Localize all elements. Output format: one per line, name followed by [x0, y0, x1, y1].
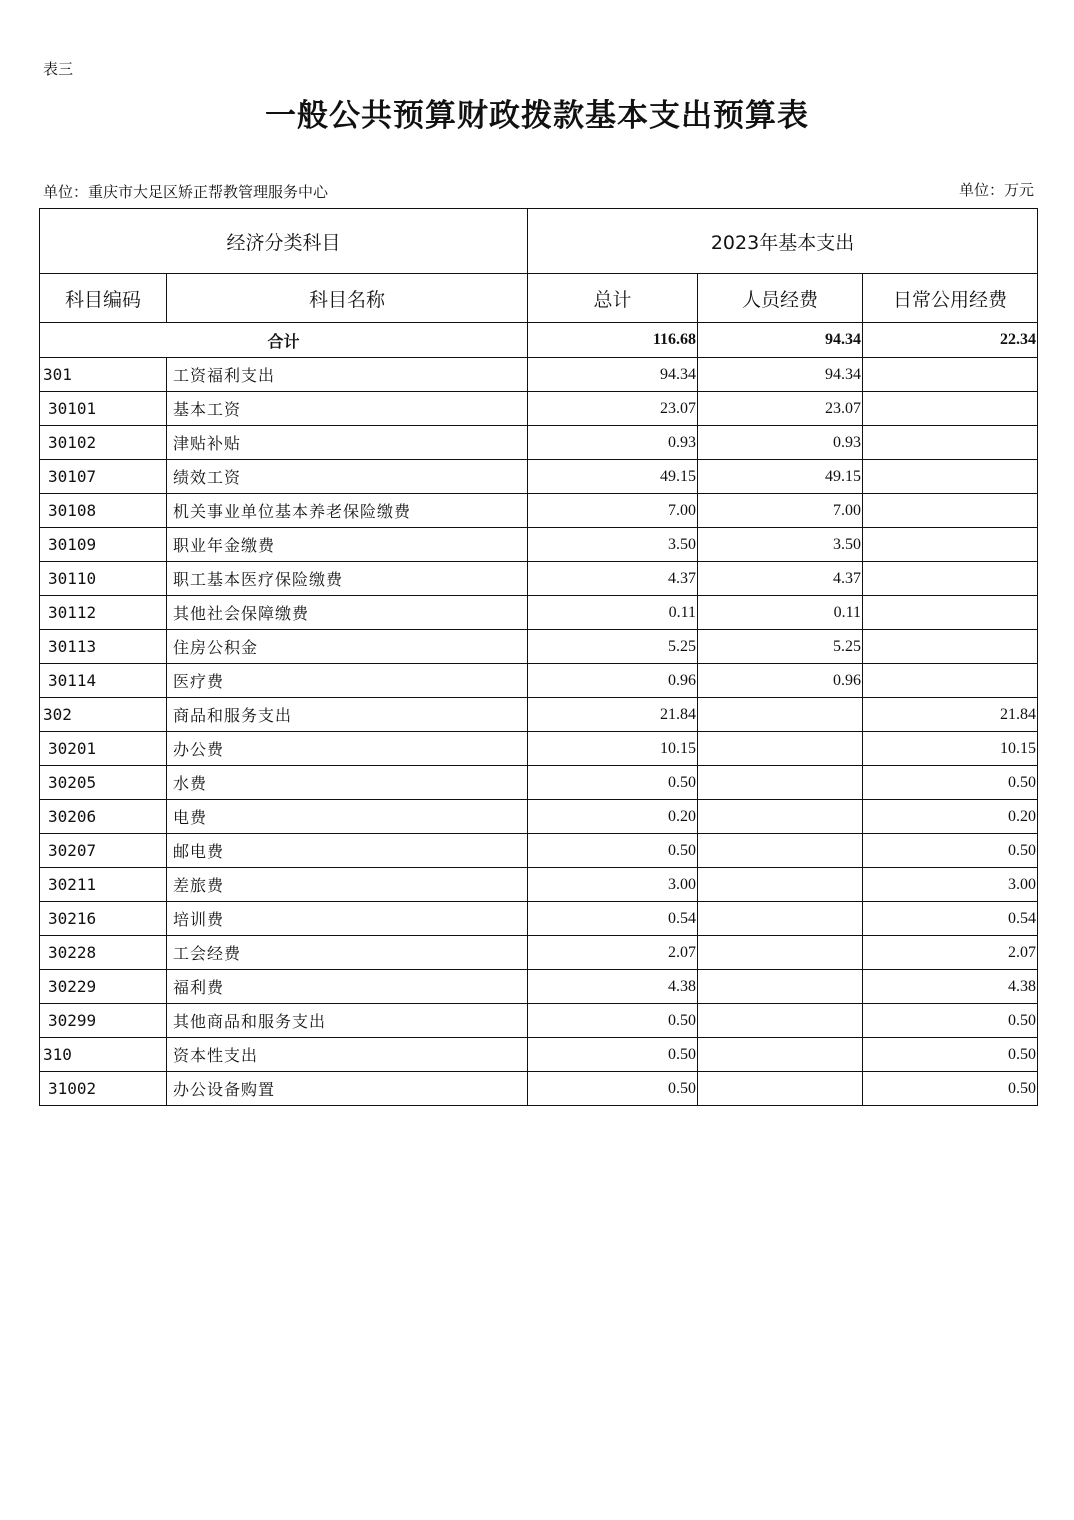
row-name: 其他社会保障缴费	[167, 596, 528, 630]
row-code: 30102	[40, 426, 167, 460]
table-row	[40, 766, 1038, 800]
row-public	[863, 528, 1038, 562]
org-unit-label: 单位：重庆市大足区矫正帮教管理服务中心	[43, 183, 329, 201]
table-row	[40, 834, 1038, 868]
row-total: 4.38	[528, 970, 698, 1004]
total-sum: 116.68	[528, 323, 698, 358]
table-label: 表三	[43, 60, 74, 78]
page-title: 一般公共预算财政拨款基本支出预算表	[265, 98, 809, 134]
row-personnel	[698, 1038, 863, 1072]
row-public: 0.20	[863, 800, 1038, 834]
year-expenditure-header: 2023年基本支出	[528, 209, 1038, 274]
total-header: 总计	[528, 274, 698, 323]
row-personnel	[698, 936, 863, 970]
table-row	[40, 1072, 1038, 1106]
row-personnel	[698, 732, 863, 766]
row-code: 30299	[40, 1004, 167, 1038]
econ-category-header: 经济分类科目	[40, 209, 528, 274]
row-total: 3.00	[528, 868, 698, 902]
row-personnel: 94.34	[698, 358, 863, 392]
name-header: 科目名称	[167, 274, 528, 323]
row-total: 0.11	[528, 596, 698, 630]
row-public	[863, 358, 1038, 392]
row-code: 30228	[40, 936, 167, 970]
row-total: 23.07	[528, 392, 698, 426]
table-row	[40, 528, 1038, 562]
row-total: 4.37	[528, 562, 698, 596]
row-code: 30110	[40, 562, 167, 596]
row-name: 工会经费	[167, 936, 528, 970]
row-public	[863, 562, 1038, 596]
row-total: 10.15	[528, 732, 698, 766]
row-public: 4.38	[863, 970, 1038, 1004]
row-name: 资本性支出	[167, 1038, 528, 1072]
row-code: 30207	[40, 834, 167, 868]
row-personnel: 0.93	[698, 426, 863, 460]
row-personnel	[698, 868, 863, 902]
table-row	[40, 494, 1038, 528]
row-public: 3.00	[863, 868, 1038, 902]
row-code: 30201	[40, 732, 167, 766]
code-header: 科目编码	[40, 274, 167, 323]
row-public: 0.50	[863, 1038, 1038, 1072]
table-row	[40, 630, 1038, 664]
row-code: 30113	[40, 630, 167, 664]
table-row	[40, 596, 1038, 630]
row-name: 基本工资	[167, 392, 528, 426]
row-code: 301	[40, 358, 167, 392]
personnel-header: 人员经费	[698, 274, 863, 323]
row-code: 30206	[40, 800, 167, 834]
row-total: 49.15	[528, 460, 698, 494]
row-code: 30101	[40, 392, 167, 426]
row-code: 302	[40, 698, 167, 732]
row-public	[863, 392, 1038, 426]
row-total: 2.07	[528, 936, 698, 970]
row-total: 0.50	[528, 1072, 698, 1106]
budget-table	[39, 208, 1038, 1106]
row-personnel	[698, 1072, 863, 1106]
table-row	[40, 664, 1038, 698]
table-row	[40, 868, 1038, 902]
row-total: 0.20	[528, 800, 698, 834]
row-name: 工资福利支出	[167, 358, 528, 392]
row-total: 0.54	[528, 902, 698, 936]
row-name: 其他商品和服务支出	[167, 1004, 528, 1038]
row-public	[863, 630, 1038, 664]
row-total: 5.25	[528, 630, 698, 664]
row-code: 30107	[40, 460, 167, 494]
row-total: 0.50	[528, 1004, 698, 1038]
row-total: 94.34	[528, 358, 698, 392]
total-label: 合计	[40, 323, 528, 358]
row-public	[863, 426, 1038, 460]
table-row	[40, 1004, 1038, 1038]
row-public	[863, 460, 1038, 494]
row-name: 机关事业单位基本养老保险缴费	[167, 494, 528, 528]
row-personnel: 0.11	[698, 596, 863, 630]
row-public: 21.84	[863, 698, 1038, 732]
row-public	[863, 664, 1038, 698]
row-personnel: 23.07	[698, 392, 863, 426]
row-code: 30114	[40, 664, 167, 698]
table-row	[40, 970, 1038, 1004]
row-total: 7.00	[528, 494, 698, 528]
table-row	[40, 426, 1038, 460]
row-name: 培训费	[167, 902, 528, 936]
table-row	[40, 698, 1038, 732]
row-personnel	[698, 970, 863, 1004]
row-name: 福利费	[167, 970, 528, 1004]
row-total: 3.50	[528, 528, 698, 562]
row-personnel	[698, 834, 863, 868]
row-public: 0.50	[863, 834, 1038, 868]
row-personnel: 0.96	[698, 664, 863, 698]
row-code: 30108	[40, 494, 167, 528]
row-name: 办公费	[167, 732, 528, 766]
row-personnel: 3.50	[698, 528, 863, 562]
row-public: 0.50	[863, 1072, 1038, 1106]
table-row	[40, 460, 1038, 494]
row-name: 职工基本医疗保险缴费	[167, 562, 528, 596]
row-personnel: 4.37	[698, 562, 863, 596]
row-code: 310	[40, 1038, 167, 1072]
row-total: 0.50	[528, 766, 698, 800]
row-total: 0.93	[528, 426, 698, 460]
row-personnel: 7.00	[698, 494, 863, 528]
row-name: 水费	[167, 766, 528, 800]
row-name: 职业年金缴费	[167, 528, 528, 562]
row-name: 绩效工资	[167, 460, 528, 494]
row-name: 电费	[167, 800, 528, 834]
total-personnel: 94.34	[698, 323, 863, 358]
row-public	[863, 494, 1038, 528]
row-name: 商品和服务支出	[167, 698, 528, 732]
row-public	[863, 596, 1038, 630]
row-public: 0.54	[863, 902, 1038, 936]
table-row	[40, 562, 1038, 596]
row-total: 21.84	[528, 698, 698, 732]
row-public: 0.50	[863, 1004, 1038, 1038]
table-row	[40, 392, 1038, 426]
row-personnel	[698, 766, 863, 800]
row-code: 30216	[40, 902, 167, 936]
row-code: 30109	[40, 528, 167, 562]
table-row	[40, 800, 1038, 834]
table-row	[40, 936, 1038, 970]
row-personnel: 5.25	[698, 630, 863, 664]
row-personnel: 49.15	[698, 460, 863, 494]
table-row	[40, 732, 1038, 766]
row-personnel	[698, 698, 863, 732]
money-unit-label: 单位：万元	[958, 181, 1034, 199]
row-personnel	[698, 800, 863, 834]
total-row	[40, 323, 1038, 358]
table-row	[40, 1038, 1038, 1072]
row-code: 30211	[40, 868, 167, 902]
row-code: 30229	[40, 970, 167, 1004]
row-public: 0.50	[863, 766, 1038, 800]
public-header: 日常公用经费	[863, 274, 1038, 323]
row-name: 邮电费	[167, 834, 528, 868]
row-name: 差旅费	[167, 868, 528, 902]
header-row-columns	[40, 274, 1038, 323]
row-code: 31002	[40, 1072, 167, 1106]
row-total: 0.50	[528, 834, 698, 868]
row-name: 医疗费	[167, 664, 528, 698]
row-public: 2.07	[863, 936, 1038, 970]
row-total: 0.96	[528, 664, 698, 698]
header-row-group	[40, 209, 1038, 274]
row-name: 住房公积金	[167, 630, 528, 664]
row-personnel	[698, 902, 863, 936]
row-code: 30112	[40, 596, 167, 630]
row-total: 0.50	[528, 1038, 698, 1072]
row-public: 10.15	[863, 732, 1038, 766]
row-name: 津贴补贴	[167, 426, 528, 460]
total-public: 22.34	[863, 323, 1038, 358]
row-personnel	[698, 1004, 863, 1038]
row-code: 30205	[40, 766, 167, 800]
table-row	[40, 358, 1038, 392]
row-name: 办公设备购置	[167, 1072, 528, 1106]
table-row	[40, 902, 1038, 936]
